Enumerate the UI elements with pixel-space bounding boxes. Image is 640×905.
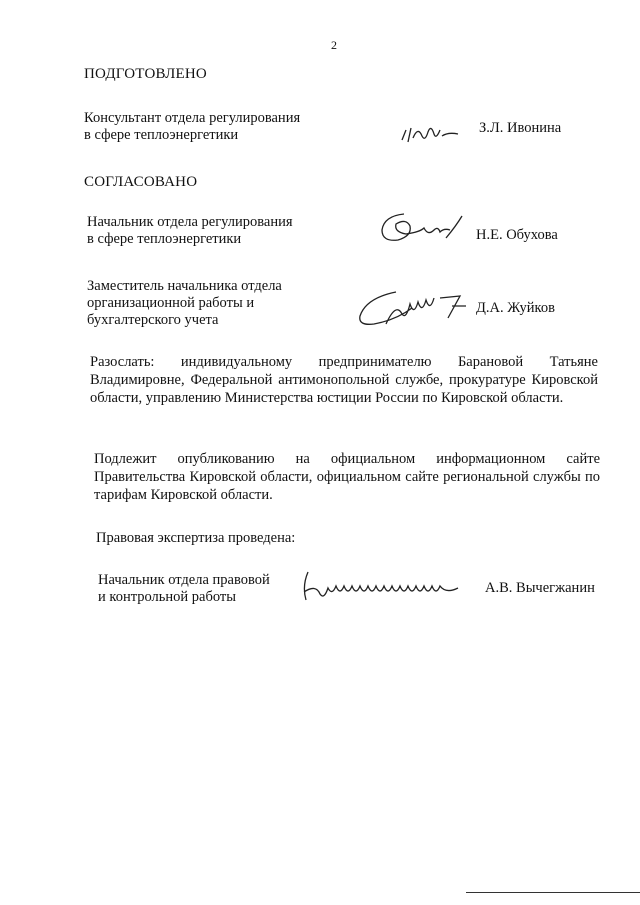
prepared-role-line1: Консультант отдела регулирования: [84, 110, 301, 126]
agreed-heading: СОГЛАСОВАНО: [84, 174, 198, 190]
legal-signer-role-line1: Начальник отдела правовой: [98, 572, 270, 588]
agreed-signer2-name: Д.А. Жуйков: [476, 300, 555, 316]
legal-signer-name: А.В. Вычегжанин: [485, 580, 595, 596]
agreed-signer2-role-line2: организационной работы и: [87, 295, 255, 311]
legal-signer-role-line2: и контрольной работы: [98, 589, 236, 605]
signature-obukhova: [376, 206, 468, 248]
legal-signer-role: [98, 572, 270, 606]
agreed-signer1-name: Н.Е. Обухова: [476, 227, 558, 243]
prepared-name: З.Л. Ивонина: [479, 120, 562, 136]
agreed-signer2-role-line3: бухгалтерского учета: [87, 312, 219, 328]
agreed-signer2-role: [87, 278, 282, 329]
distribution-text: Разослать: индивидуальному предпринимателю Барановой Татьяне Владимировне, Федеральной антимонопольной службе, прокуратуре Кировской области, управлению Министерства юстиции России по Кировской области.: [90, 354, 598, 406]
legal-review-text: Правовая экспертиза проведена:: [96, 530, 296, 546]
prepared-heading: ПОДГОТОВЛЕНО: [84, 66, 207, 82]
prepared-role: [84, 110, 300, 144]
agreed-signer1-role-line1: Начальник отдела регулирования: [87, 214, 293, 230]
footer-rule: [466, 892, 640, 893]
prepared-role-line2: в сфере теплоэнергетики: [84, 127, 239, 143]
agreed-signer2-role-line1: Заместитель начальника отдела: [87, 278, 282, 294]
page-number: 2: [331, 38, 337, 52]
signature-ivonina: [398, 118, 466, 148]
agreed-signer1-role: [87, 214, 293, 248]
signature-zhuikov: [356, 284, 474, 330]
signature-vychegzhanin: [296, 566, 466, 606]
agreed-signer1-role-line2: в сфере теплоэнергетики: [87, 231, 242, 247]
publication-text: Подлежит опубликованию на официальном информационном сайте Правительства Кировской области, официальном сайте региональной службы по тарифам Кировской области.: [94, 451, 600, 503]
